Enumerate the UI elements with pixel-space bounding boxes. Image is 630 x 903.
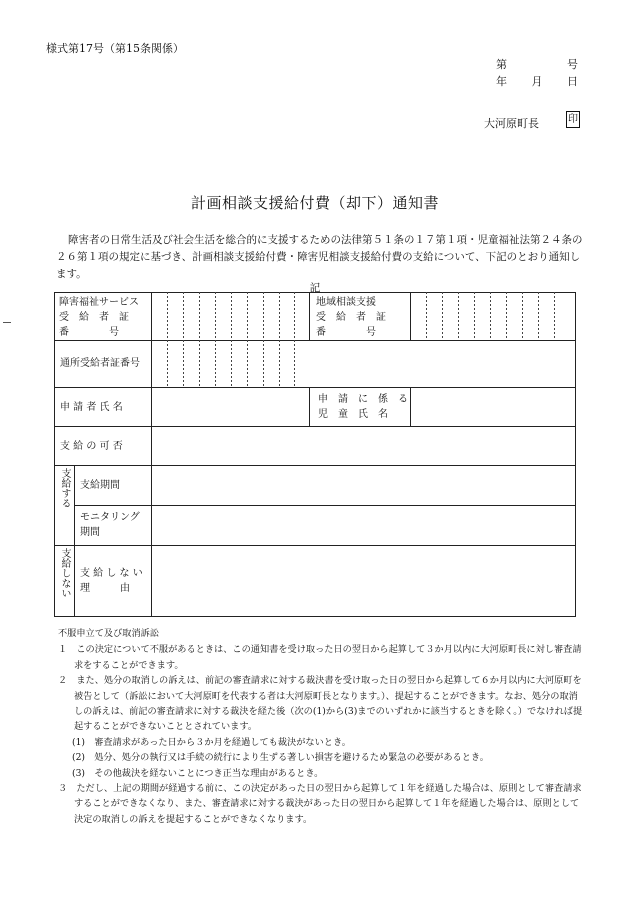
child-name-line2: 児 童 氏 名: [318, 409, 388, 420]
number-suffix: 号: [567, 58, 578, 71]
number-prefix: 第: [496, 58, 507, 71]
monitoring-period-label: [80, 510, 148, 540]
seal-box: 印: [566, 111, 580, 128]
regional-number-label: [316, 295, 406, 340]
document-number-line: [496, 56, 578, 72]
notes-item-1: １ この決定について不服があるときは、この通知書を受け取った日の翌日から起算して３か月以内に大河原町長に対し審査請求をすることができます。: [58, 644, 582, 671]
child-name-label: [318, 392, 408, 422]
commuter-number-label: 通所受給者証番号: [60, 358, 140, 369]
date-day: 日: [567, 75, 578, 88]
notes-sub-1: (1) 審査請求があった日から３か月を経過しても裁決がないとき。: [72, 736, 351, 748]
recipient-number-line2: 受 給 者 証: [59, 312, 129, 323]
date-month: 月: [531, 75, 543, 88]
no-pay-reason-line1: 支 給 し な い: [80, 568, 143, 579]
date-year: 年: [496, 75, 507, 88]
notes-item-3: ３ ただし、上記の期間が経過する前に、この決定があった日の翌日から起算して１年を経過した場合は、原則として審査請求することができなくなり、また、審査請求に対する裁決があった日の翌日から起算して１年を経過した場合は、原則として決定の取消しの訴えを提起することができなくなります。: [58, 783, 582, 825]
recipient-number-label: [59, 295, 147, 340]
monitoring-line2: 期間: [80, 527, 100, 538]
document-title: 計画相談支援給付費（却下）通知書: [190, 194, 439, 212]
regional-number-line3: 番 号: [316, 327, 376, 338]
appeal-notes: [58, 626, 584, 827]
notes-sub-3: (3) その他裁決を経ないことにつき正当な理由があるとき。: [72, 767, 324, 779]
ki-marker: 記: [309, 282, 321, 294]
pay-vertical-label: 支給する: [59, 468, 70, 508]
date-line: [496, 73, 578, 89]
intro-paragraph: 障害者の日常生活及び社会生活を総合的に支援するための法律第５１条の１７第１項・児童福祉法第２４条の２６第１項の規定に基づき、計画相談支援給付費・障害児相談支援給付費の支給について、下記のとおり通知します。: [56, 234, 583, 280]
notes-item-2: ２ また、処分の取消しの訴えは、前記の審査請求に対する裁決書を受け取った日の翌日から起算して６か月以内に大河原町を被告として（訴訟において大河原町を代表する者は大河原町長となります。）、提起することができます。なお、処分の取消しの訴えは、前記の審査請求に対する裁決を経た後（次の(1)から(3)までのいずれかに該当するときを除く。）でなければ提起することができないこととされています。: [58, 675, 583, 733]
notes-sub-2: (2) 処分、処分の執行又は手続の続行により生ずる著しい損害を避けるため緊急の必要があるとき。: [72, 752, 489, 764]
child-name-line1: 申 請 に 係 る: [318, 394, 408, 405]
applicant-name-label: 申 請 者 氏 名: [60, 402, 123, 413]
notes-heading: 不服申立て及び取消訴訟: [58, 628, 160, 639]
issuer-name: 大河原町長: [484, 117, 539, 130]
form-number: 様式第17号（第15条関係）: [46, 42, 184, 55]
no-pay-reason-line2: 理 由: [80, 583, 130, 594]
no-pay-reason-label: [80, 566, 148, 596]
approval-label: 支 給 の 可 否: [60, 441, 123, 452]
monitoring-line1: モニタリング: [80, 512, 140, 523]
regional-number-line1: 地域相談支援: [316, 297, 376, 308]
pay-period-label: 支給期間: [80, 480, 120, 491]
margin-dash: [3, 322, 11, 323]
notice-form-table: [54, 292, 576, 617]
nopay-vertical-label: 支給しない: [59, 548, 70, 598]
recipient-number-line3: 番 号: [59, 327, 119, 338]
recipient-number-line1: 障害福祉サービス: [59, 297, 139, 308]
regional-number-line2: 受 給 者 証: [316, 312, 386, 323]
